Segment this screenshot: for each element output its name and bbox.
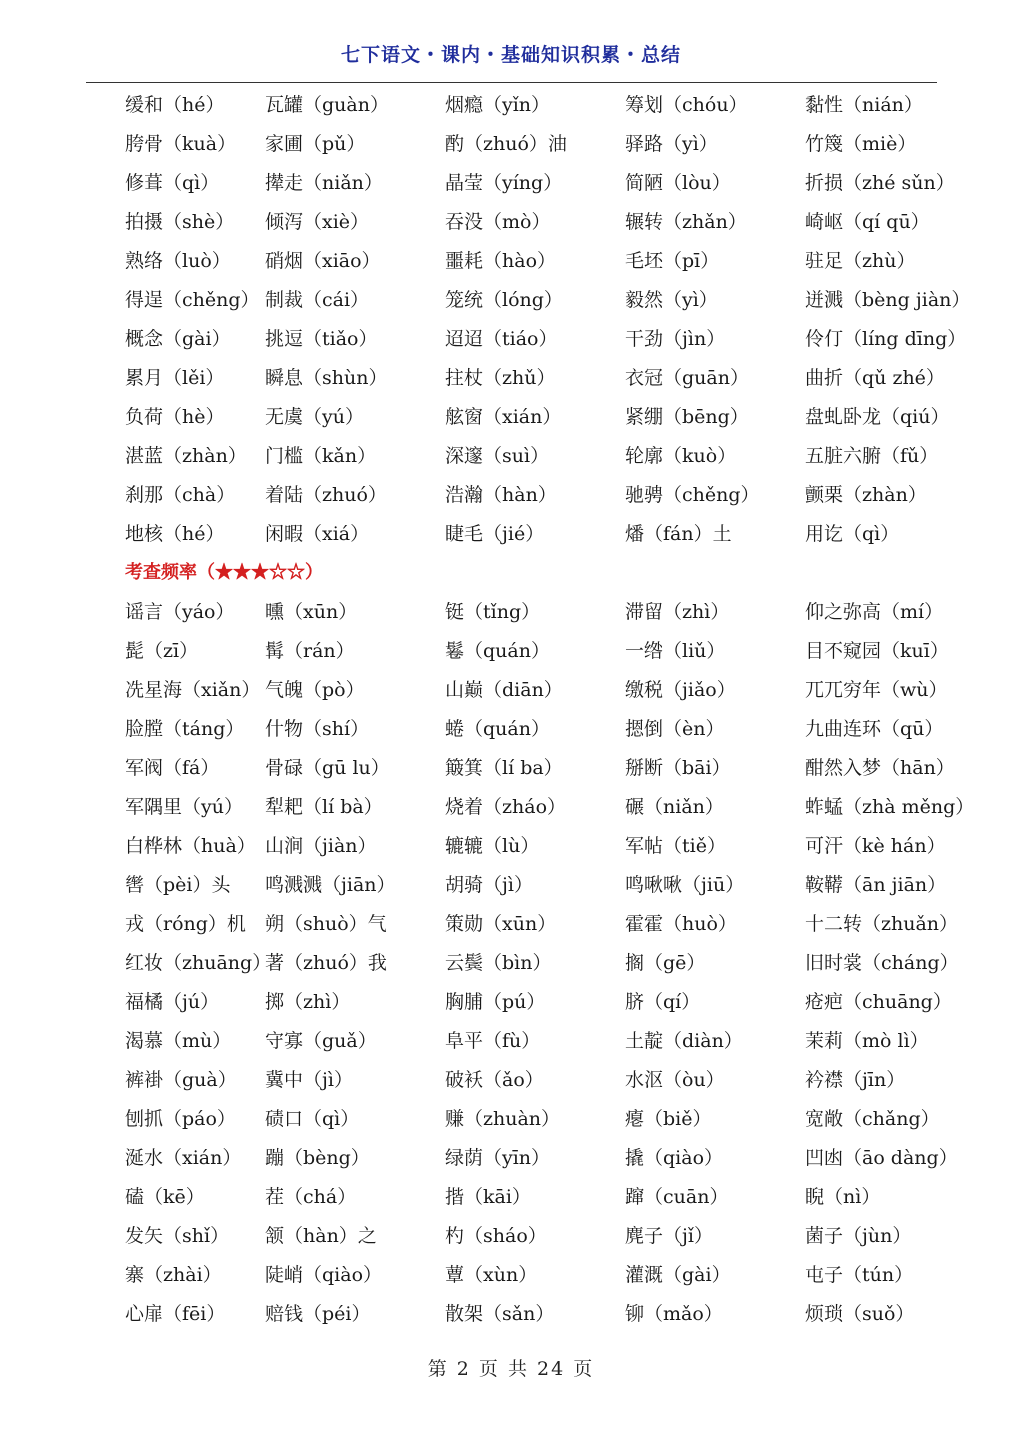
vocab-row <box>125 438 985 477</box>
vocab-entry: 毅然（yì） <box>625 289 718 311</box>
header-divider <box>86 82 937 83</box>
vocab-entry: 酣然入梦（hān） <box>805 757 955 779</box>
vocab-entry: 搁（gē） <box>625 952 706 974</box>
vocab-entry: 拍摄（shè） <box>125 211 235 233</box>
vocab-entry: 烟瘾（yǐn） <box>445 94 551 116</box>
vocab-entry: 土靛（diàn） <box>625 1030 743 1052</box>
vocab-entry: 舷窗（xián） <box>445 406 562 428</box>
vocab-entry: 水沤（òu） <box>625 1069 725 1091</box>
vocab-entry: 鞍鞯（ān jiān） <box>805 874 947 896</box>
vocab-entry: 裤褂（guà） <box>125 1069 237 1091</box>
vocab-entry: 山涧（jiàn） <box>265 835 377 857</box>
vocab-entry: 伶仃（líng dīng） <box>805 328 967 350</box>
vocab-entry: 简陋（lòu） <box>625 172 731 194</box>
vocab-row <box>125 516 985 555</box>
vocab-entry: 浩瀚（hàn） <box>445 484 557 506</box>
vocab-entry: 发矢（shǐ） <box>125 1225 230 1247</box>
vocab-entry: 滞留（zhì） <box>625 601 730 623</box>
vocab-row <box>125 1140 985 1179</box>
vocab-entry: 茬（chá） <box>265 1186 357 1208</box>
vocab-entry: 脸膛（táng） <box>125 718 245 740</box>
vocab-entry: 轮廓（kuò） <box>625 445 737 467</box>
vocab-entry: 绿荫（yīn） <box>445 1147 551 1169</box>
vocab-entry: 刨抓（páo） <box>125 1108 236 1130</box>
vocab-entry: 冼星海（xiǎn） <box>125 679 261 701</box>
vocab-entry: 曛（xūn） <box>265 601 358 623</box>
vocab-entry: 冀中（jì） <box>265 1069 353 1091</box>
vocab-entry: 烧着（zháo） <box>445 796 567 818</box>
vocab-entry: 颤栗（zhàn） <box>805 484 927 506</box>
vocab-row <box>125 1062 985 1101</box>
vocab-entry: 碛口（qì） <box>265 1108 360 1130</box>
vocab-entry: 簸箕（lí ba） <box>445 757 563 779</box>
vocab-entry: 蚱蜢（zhà měng） <box>805 796 975 818</box>
vocab-entry: 干劲（jìn） <box>625 328 726 350</box>
vocab-entry: 云鬓（bìn） <box>445 952 552 974</box>
vocab-entry: 竹篾（miè） <box>805 133 917 155</box>
vocab-entry: 军阀（fá） <box>125 757 220 779</box>
vocab-entry: 白桦林（huà） <box>125 835 256 857</box>
vocab-row <box>125 711 985 750</box>
vocab-row <box>125 204 985 243</box>
vocab-row <box>125 1218 985 1257</box>
vocab-entry: 铤（tǐng） <box>445 601 541 623</box>
vocab-row <box>125 1296 985 1335</box>
vocab-entry: 刹那（chà） <box>125 484 236 506</box>
vocab-row <box>125 945 985 984</box>
section-title: 考查频率（★★★☆☆） <box>125 562 323 583</box>
vocab-entry: 屯子（tún） <box>805 1264 914 1286</box>
vocab-entry: 鸣啾啾（jiū） <box>625 874 745 896</box>
vocab-entry: 曲折（qǔ zhé） <box>805 367 945 389</box>
vocab-row <box>125 789 985 828</box>
vocab-entry: 军隅里（yú） <box>125 796 243 818</box>
vocab-entry: 气魄（pò） <box>265 679 365 701</box>
vocab-entry: 磕（kē） <box>125 1186 205 1208</box>
vocab-entry: 可汗（kè hán） <box>805 835 946 857</box>
vocab-entry: 倾泻（xiè） <box>265 211 370 233</box>
vocab-entry: 筹划（chóu） <box>625 94 748 116</box>
vocab-entry: 红妆（zhuāng） <box>125 952 272 974</box>
vocab-entry: 颔（hàn）之 <box>265 1225 377 1247</box>
vocab-row <box>125 906 985 945</box>
page-number: 第 2 页 共 24 页 <box>427 1358 595 1380</box>
vocab-entry: 九曲连环（qū） <box>805 718 944 740</box>
vocab-entry: 盘虬卧龙（qiú） <box>805 406 950 428</box>
vocab-entry: 宽敞（chǎng） <box>805 1108 940 1130</box>
vocab-entry: 拄杖（zhǔ） <box>445 367 556 389</box>
vocab-entry: 谣言（yáo） <box>125 601 235 623</box>
vocab-entry: 掷（zhì） <box>265 991 351 1013</box>
vocab-row <box>125 828 985 867</box>
vocab-entry: 鸣溅溅（jiān） <box>265 874 396 896</box>
vocab-entry: 辗转（zhǎn） <box>625 211 747 233</box>
vocab-row <box>125 321 985 360</box>
vocab-entry: 陡峭（qiào） <box>265 1264 383 1286</box>
vocab-entry: 撵走（niǎn） <box>265 172 383 194</box>
vocab-entry: 阜平（fù） <box>445 1030 541 1052</box>
vocab-entry: 髭（zī） <box>125 640 199 662</box>
vocab-row <box>125 1023 985 1062</box>
vocab-entry: 辔（pèi）头 <box>125 874 231 896</box>
vocab-entry: 驿路（yì） <box>625 133 718 155</box>
vocab-row <box>125 633 985 672</box>
vocab-entry: 什物（shí） <box>265 718 370 740</box>
vocab-entry: 瓦罐（guàn） <box>265 94 389 116</box>
vocab-entry: 赔钱（péi） <box>265 1303 371 1325</box>
vocab-entry: 茉莉（mò lì） <box>805 1030 929 1052</box>
vocab-entry: 黏性（nián） <box>805 94 923 116</box>
vocab-entry: 胡骑（jì） <box>445 874 533 896</box>
vocab-entry: 胸脯（pú） <box>445 991 546 1013</box>
vocab-entry: 蹿（cuān） <box>625 1186 729 1208</box>
vocab-row <box>125 1257 985 1296</box>
vocab-entry: 骨碌（gū lu） <box>265 757 390 779</box>
vocab-entry: 修葺（qì） <box>125 172 220 194</box>
vocab-entry: 目不窥园（kuī） <box>805 640 949 662</box>
vocab-entry: 撬（qiào） <box>625 1147 724 1169</box>
vocab-entry: 朔（shuò）气 <box>265 913 387 935</box>
vocab-entry: 著（zhuó）我 <box>265 952 387 974</box>
vocab-entry: 髯（rán） <box>265 640 355 662</box>
vocab-entry: 霍霍（huò） <box>625 913 737 935</box>
vocab-entry: 蕈（xùn） <box>445 1264 538 1286</box>
vocab-entry: 麂子（jǐ） <box>625 1225 713 1247</box>
vocab-entry: 无虞（yú） <box>265 406 364 428</box>
vocab-entry: 寨（zhài） <box>125 1264 222 1286</box>
vocab-row <box>125 672 985 711</box>
vocab-row <box>125 243 985 282</box>
vocab-entry: 灌溉（gài） <box>625 1264 731 1286</box>
vocab-row <box>125 984 985 1023</box>
vocab-entry: 福橘（jú） <box>125 991 220 1013</box>
vocab-entry: 制裁（cái） <box>265 289 370 311</box>
vocab-entry: 赚（zhuàn） <box>445 1108 561 1130</box>
vocab-entry: 揩（kāi） <box>445 1186 531 1208</box>
vocab-entry: 用讫（qì） <box>805 523 900 545</box>
vocab-entry: 军帖（tiě） <box>625 835 726 857</box>
vocab-entry: 燔（fán）土 <box>625 523 732 545</box>
page-header-title: 七下语文・课内・基础知识积累・总结 <box>340 44 681 66</box>
vocab-entry: 衿襟（jīn） <box>805 1069 906 1091</box>
vocab-entry: 驻足（zhù） <box>805 250 916 272</box>
vocab-entry: 兀兀穷年（wù） <box>805 679 948 701</box>
vocab-entry: 折损（zhé sǔn） <box>805 172 955 194</box>
vocab-entry: 山巅（diān） <box>445 679 563 701</box>
vocab-entry: 鬈（quán） <box>445 640 550 662</box>
vocab-entry: 晶莹（yíng） <box>445 172 563 194</box>
vocab-entry: 酌（zhuó）油 <box>445 133 567 155</box>
vocab-entry: 硝烟（xiāo） <box>265 250 381 272</box>
vocab-entry: 策勋（xūn） <box>445 913 557 935</box>
vocab-row <box>125 399 985 438</box>
vocab-entry: 缴税（jiǎo） <box>625 679 736 701</box>
frequency-section-heading <box>125 555 985 594</box>
vocab-entry: 碾（niǎn） <box>625 796 724 818</box>
vocab-entry: 心扉（fēi） <box>125 1303 226 1325</box>
vocab-entry: 概念（gài） <box>125 328 231 350</box>
vocab-entry: 渴慕（mù） <box>125 1030 232 1052</box>
vocab-entry: 凹凼（āo dàng） <box>805 1147 958 1169</box>
vocab-entry: 守寡（guǎ） <box>265 1030 377 1052</box>
vocab-entry: 散架（sǎn） <box>445 1303 555 1325</box>
vocab-entry: 杓（sháo） <box>445 1225 547 1247</box>
vocab-entry: 瘪（biě） <box>625 1108 712 1130</box>
vocab-entry: 紧绷（bēng） <box>625 406 749 428</box>
vocab-entry: 犁耙（lí bà） <box>265 796 383 818</box>
vocab-entry: 涎水（xián） <box>125 1147 242 1169</box>
vocab-entry: 破袄（ǎo） <box>445 1069 544 1091</box>
vocab-entry: 崎岖（qí qū） <box>805 211 930 233</box>
vocab-entry: 一绺（liǔ） <box>625 640 726 662</box>
vocab-entry: 毛坯（pī） <box>625 250 720 272</box>
vocab-row <box>125 165 985 204</box>
vocab-entry: 湛蓝（zhàn） <box>125 445 247 467</box>
vocab-entry: 蜷（quán） <box>445 718 550 740</box>
vocab-entry: 仰之弥高（mí） <box>805 601 944 623</box>
vocab-entry: 门槛（kǎn） <box>265 445 377 467</box>
vocab-row <box>125 87 985 126</box>
vocab-entry: 得逞（chěng） <box>125 289 260 311</box>
vocab-entry: 闲暇（xiá） <box>265 523 370 545</box>
vocab-entry: 五脏六腑（fǔ） <box>805 445 939 467</box>
vocab-entry: 摁倒（èn） <box>625 718 725 740</box>
vocab-entry: 睫毛（jié） <box>445 523 545 545</box>
vocab-entry: 脐（qí） <box>625 991 701 1013</box>
vocab-row <box>125 1179 985 1218</box>
vocab-entry: 旧时裳（cháng） <box>805 952 959 974</box>
vocab-row <box>125 126 985 165</box>
vocab-row <box>125 282 985 321</box>
vocab-row <box>125 1101 985 1140</box>
vocab-entry: 烦琐（suǒ） <box>805 1303 915 1325</box>
vocab-entry: 辘辘（lù） <box>445 835 540 857</box>
vocab-entry: 负荷（hè） <box>125 406 225 428</box>
vocab-entry: 铆（mǎo） <box>625 1303 723 1325</box>
vocab-entry: 累月（lěi） <box>125 367 225 389</box>
vocab-entry: 深邃（suì） <box>445 445 550 467</box>
vocab-entry: 胯骨（kuà） <box>125 133 237 155</box>
vocab-entry: 熟络（luò） <box>125 250 231 272</box>
vocab-entry: 衣冠（guān） <box>625 367 749 389</box>
vocab-row <box>125 750 985 789</box>
vocab-entry: 瞬息（shùn） <box>265 367 388 389</box>
vocab-entry: 家圃（pǔ） <box>265 133 366 155</box>
vocab-entry: 驰骋（chěng） <box>625 484 760 506</box>
vocab-entry: 吞没（mò） <box>445 211 551 233</box>
vocab-entry: 戎（róng）机 <box>125 913 246 935</box>
vocab-entry: 疮疤（chuāng） <box>805 991 952 1013</box>
vocab-row <box>125 867 985 906</box>
vocab-entry: 迢迢（tiáo） <box>445 328 558 350</box>
vocab-row <box>125 360 985 399</box>
vocab-entry: 着陆（zhuó） <box>265 484 387 506</box>
vocab-entry: 睨（nì） <box>805 1186 881 1208</box>
vocab-entry: 十二转（zhuǎn） <box>805 913 959 935</box>
vocab-row <box>125 477 985 516</box>
vocabulary-grid <box>125 87 985 1335</box>
vocab-entry: 地核（hé） <box>125 523 225 545</box>
vocab-entry: 掰断（bāi） <box>625 757 731 779</box>
vocab-entry: 缓和（hé） <box>125 94 225 116</box>
vocab-entry: 蹦（bèng） <box>265 1147 370 1169</box>
vocab-entry: 噩耗（hào） <box>445 250 557 272</box>
vocab-entry: 迸溅（bèng jiàn） <box>805 289 971 311</box>
vocab-entry: 挑逗（tiǎo） <box>265 328 378 350</box>
vocab-entry: 笼统（lóng） <box>445 289 563 311</box>
vocab-row <box>125 594 985 633</box>
vocab-entry: 菌子（jùn） <box>805 1225 912 1247</box>
